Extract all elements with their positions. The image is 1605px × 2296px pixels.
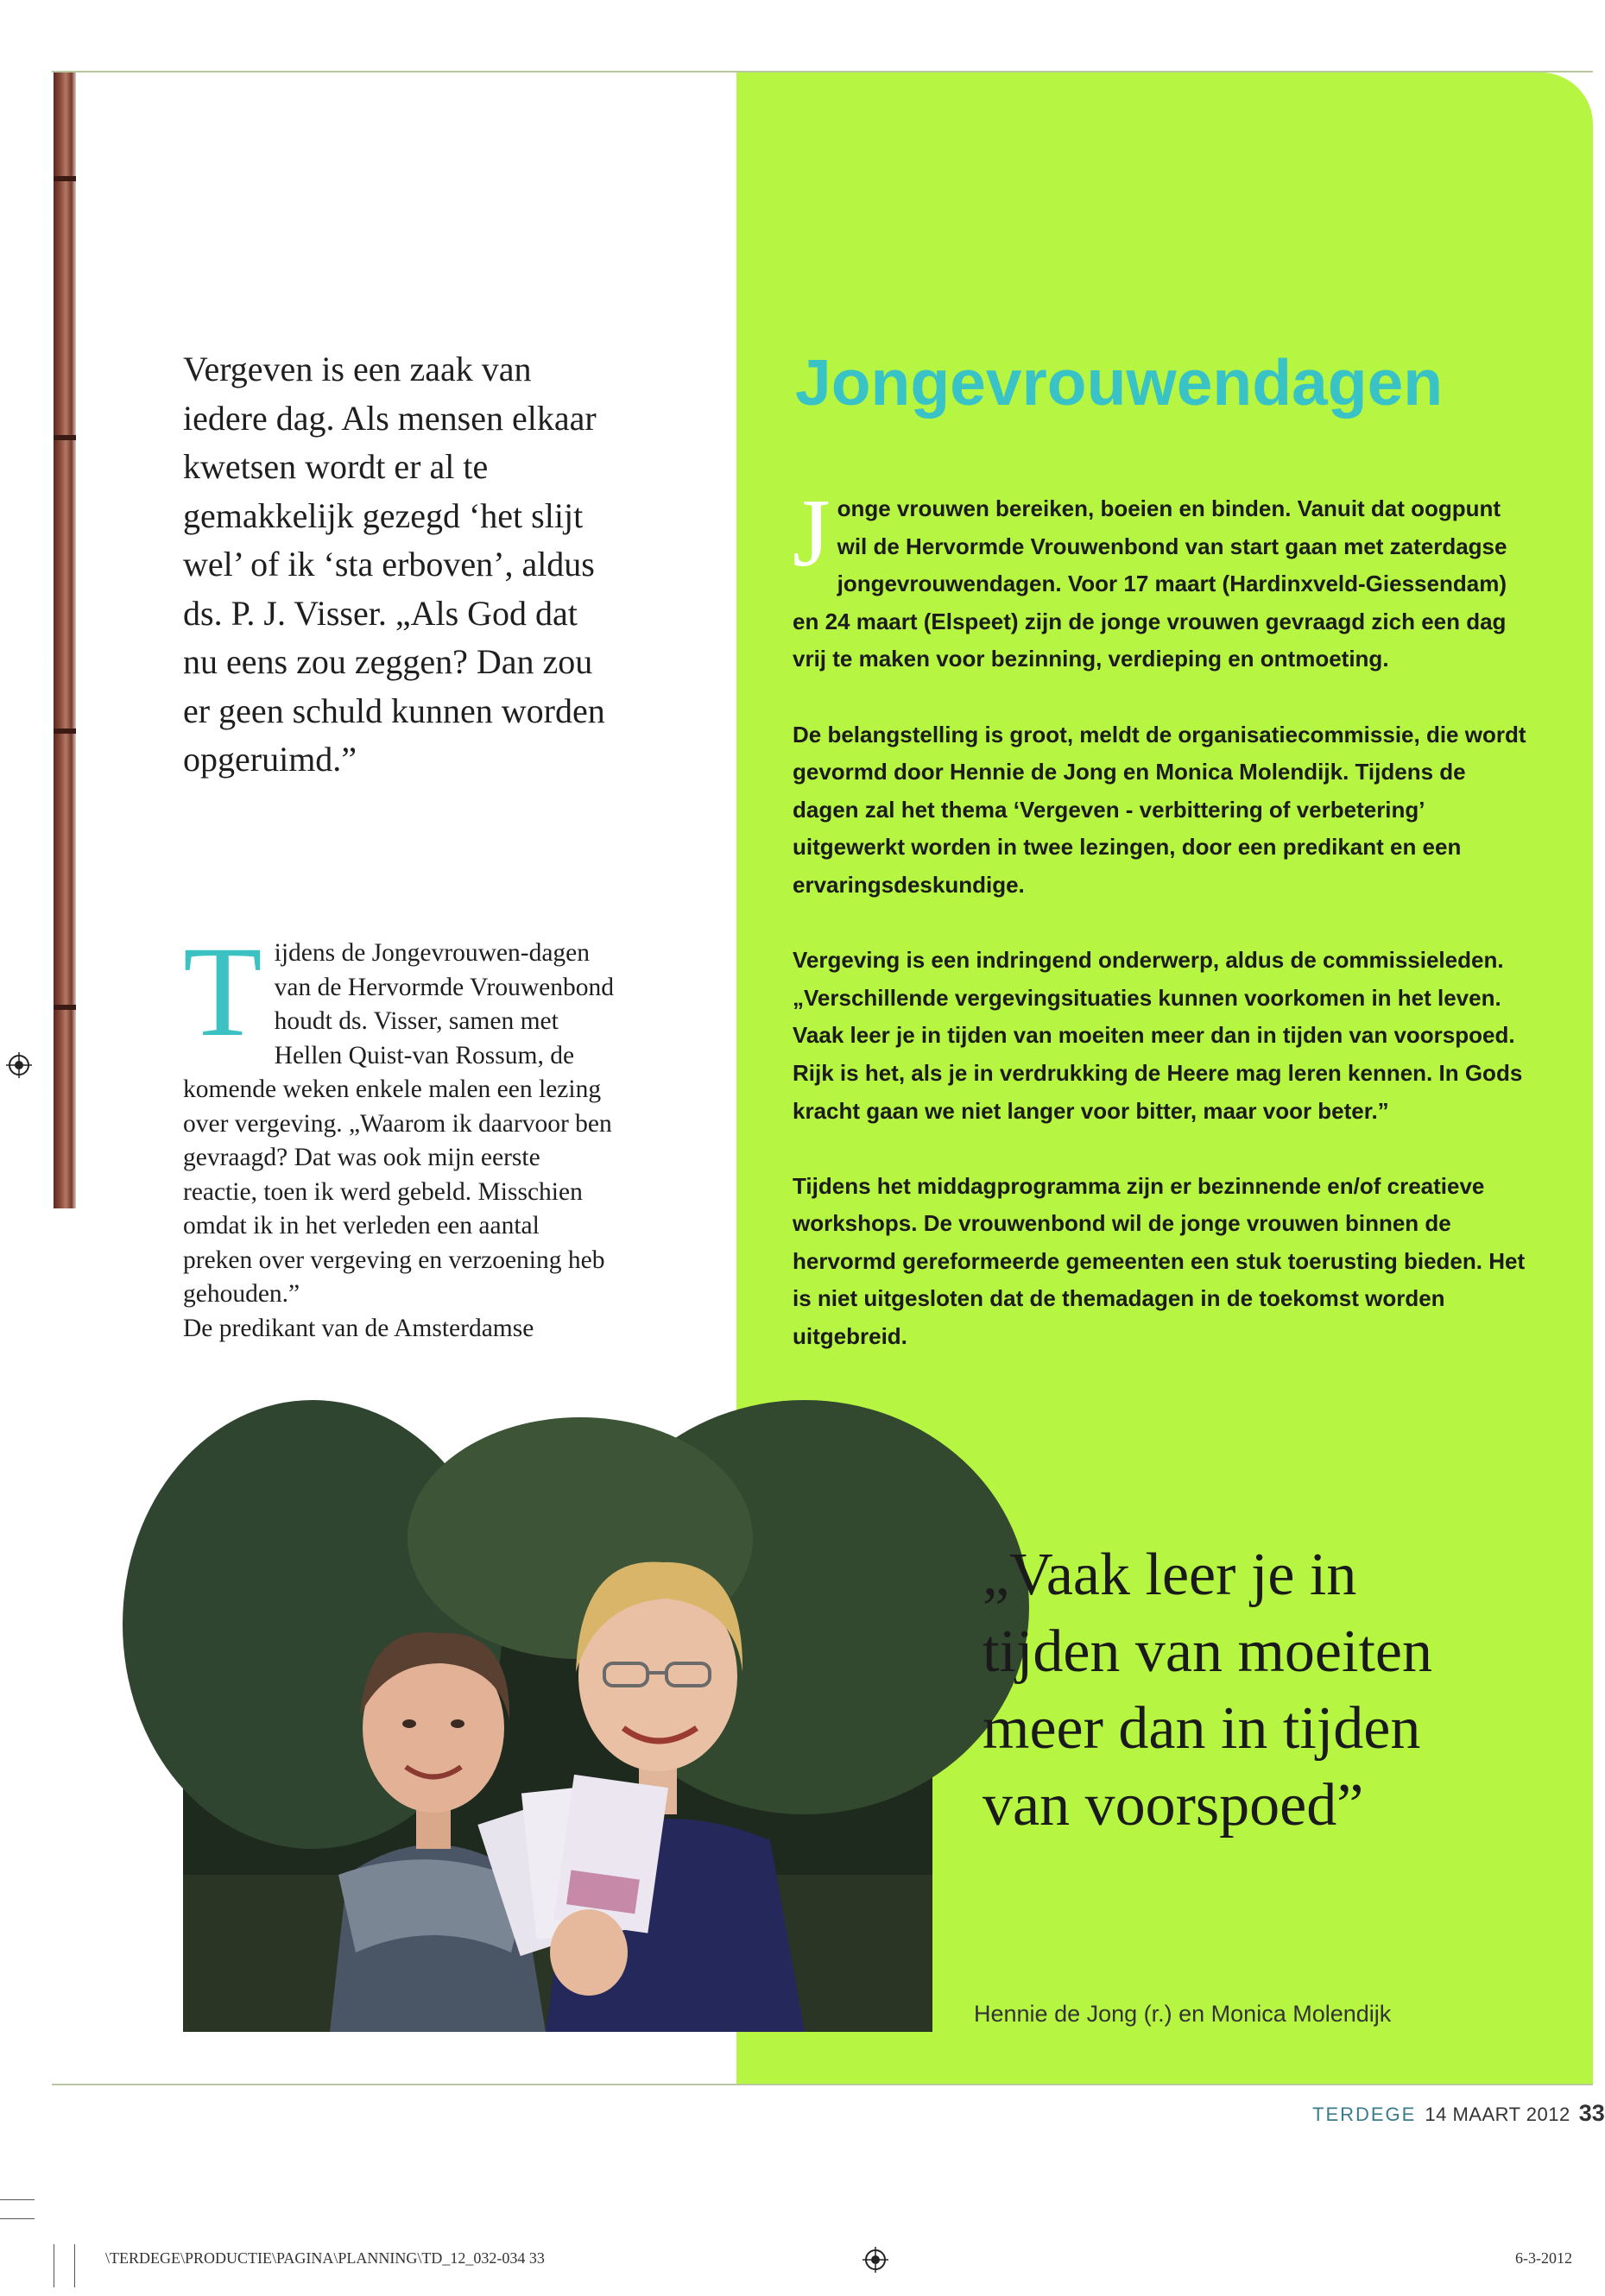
registration-mark-icon xyxy=(863,2247,888,2273)
pull-quote: „Vaak leer je in tijden van moeiten meer dan in tijden van voorspoed” xyxy=(983,1542,1432,1839)
article-body-last-line: De predikant van de Amsterdamse xyxy=(183,1314,534,1342)
dropcap: T xyxy=(183,920,262,1063)
sidebar-paragraph: Tijdens het middagprogramma zijn er bezinnende en/of creatieve workshops. De vrouwenbond wil de jonge vrouwen binnen de hervormd gereformeerde gemeenten een stuk toerusting bieden. Het is niet uitgesloten dat de themadagen in de toekomst worden uitgebreid. xyxy=(793,1172,1526,1350)
issue-date: 14 MAART 2012 xyxy=(1425,2104,1570,2125)
sidebar-text xyxy=(793,480,1535,1393)
portrait-photo xyxy=(183,1469,932,2032)
crop-mark xyxy=(0,2199,35,2200)
article-body xyxy=(183,920,615,1346)
crop-mark xyxy=(0,2218,35,2219)
page-border-bottom xyxy=(52,2084,1593,2085)
sidebar-paragraph: Vergeving is een indringend onderwerp, aldus de commissieleden. „Verschillende vergevingsituaties kunnen voorkomen in het leven. Vaak leer je in tijden van moeiten meer dan in tijden van voorspoed. Rijk is het, als je in verdrukking de Heere mag leren kennen. In Gods kracht gaan we niet langer voor bitter, maar voor beter.” xyxy=(793,947,1523,1124)
article-body-text: ijdens de Jongevrouwen-dagen van de Hervormde Vrouwenbond houdt ds. Visser, samen met Hellen Quist-van Rossum, de komende weken enkele malen een lezing over vergeving. „Waarom ik daarvoor ben gevraagd? Dat was ook mijn eerste reactie, toen ik werd gebeld. Misschien omdat ik in het verleden een aantal preken over vergeving en verzoening heb gehouden.” xyxy=(183,939,615,1308)
slug-date: 6-3-2012 xyxy=(1515,2249,1572,2267)
sidebar-dropcap: J xyxy=(793,480,831,587)
magazine-name: TERDEGE xyxy=(1312,2104,1417,2125)
sidebar-title: Jongevrouwendagen xyxy=(795,346,1444,419)
registration-mark-icon xyxy=(6,1052,32,1078)
crop-mark xyxy=(74,2244,75,2287)
edge-photo-strip xyxy=(54,73,76,1208)
intro-quote: Vergeven is een zaak van iedere dag. Als mensen elkaar kwetsen wordt er al te gemakkelijk gezegd ‘het slijt wel’ of ik ‘sta erboven’, aldus ds. P. J. Visser. „Als God dat nu eens zou zeggen? Dan zou er geen schuld kunnen worden opgeruimd.” xyxy=(183,350,605,779)
sidebar-paragraph-text: onge vrouwen bereiken, boeien en binden. Vanuit dat oogpunt wil de Hervormde Vrouwenbond van start gaan met zaterdagse jongevrouwendagen. Voor 17 maart (Hardinxveld-Giessendam) en 24 maart (Elspeet) zijn de jonge vrouwen gevraagd zich een dag vrij te maken voor bezinning, verdieping en ontmoeting. xyxy=(793,495,1507,672)
photo-caption: Hennie de Jong (r.) en Monica Molendijk xyxy=(974,2001,1392,2027)
sidebar-paragraph: De belangstelling is groot, meldt de organisatiecommissie, die wordt gevormd door Hennie de Jong en Monica Molendijk. Tijdens de dagen zal het thema ‘Vergeven - verbittering of verbetering’ uitgewerkt worden in twee lezingen, door een predikant en een ervaringsdeskundige. xyxy=(793,721,1526,898)
page-number: 33 xyxy=(1578,2100,1605,2126)
sidebar-paragraph xyxy=(793,480,1535,678)
folio xyxy=(1312,2100,1605,2127)
slug-file-path: \TERDEGE\PRODUCTIE\PAGINA\PLANNING\TD_12_032-034 33 xyxy=(105,2249,545,2267)
